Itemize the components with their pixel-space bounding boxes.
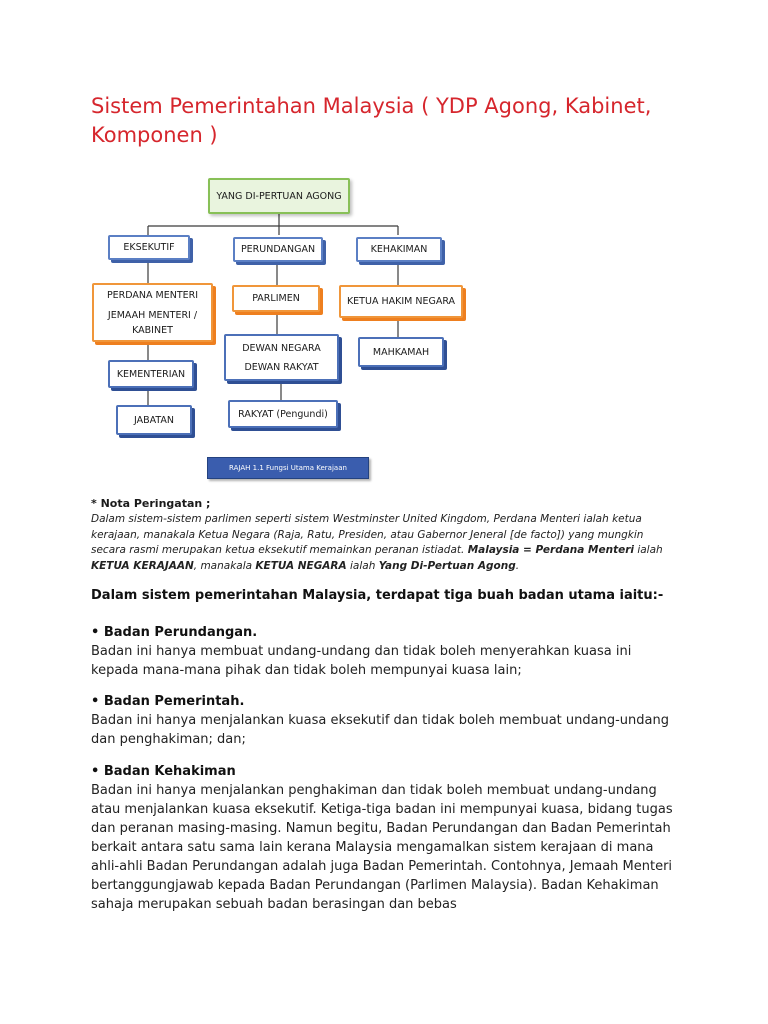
node-perdana-menteri-group bbox=[92, 283, 213, 342]
section-heading: • Badan Perundangan. bbox=[91, 625, 258, 640]
node-ketua-hakim-negara: KETUA HAKIM NEGARA bbox=[339, 285, 463, 318]
section-body: Badan ini hanya membuat undang-undang dan tidak boleh menyerahkan kuasa ini kepada mana-mana pihak dan tidak boleh mempunyai kuasa lain; bbox=[91, 644, 632, 678]
node-jabatan: JABATAN bbox=[116, 405, 192, 435]
node-dewan-rakyat: DEWAN RAKYAT bbox=[244, 361, 319, 373]
section-heading: • Badan Pemerintah. bbox=[91, 694, 245, 709]
node-jemaah-menteri: JEMAAH MENTERI / bbox=[107, 309, 198, 321]
page-title: Sistem Pemerintahan Malaysia ( YDP Agong, Kabinet, Komponen ) bbox=[91, 94, 652, 147]
org-chart bbox=[0, 0, 768, 490]
node-kementerian: KEMENTERIAN bbox=[108, 360, 194, 388]
section-badan-kehakiman bbox=[91, 762, 681, 914]
node-dewan-negara: DEWAN NEGARA bbox=[242, 342, 321, 354]
section-badan-pemerintah bbox=[91, 692, 681, 749]
node-parlimen: PARLIMEN bbox=[232, 285, 320, 312]
note-text: Dalam sistem-sistem parlimen seperti sistem Westminster United Kingdom, Perdana Menteri ialah ketua kerajaan, manakala Ketua Negara (Raja, Ratu, Presiden, atau Gabernor Jeneral [de facto]) yang mungkin secara rasmi merupakan ketua eksekutif memainkan peranan istiadat. Malaysia = Perdana Menteri ialah KETUA KERAJAAN, manakala KETUA NEGARA ialah Yang Di-Pertuan Agong. bbox=[91, 513, 663, 572]
section-badan-perundangan bbox=[91, 623, 681, 680]
section-heading: • Badan Kehakiman bbox=[91, 764, 236, 779]
figure-caption: RAJAH 1.1 Fungsi Utama Kerajaan bbox=[207, 457, 369, 479]
node-dewan-group bbox=[224, 334, 339, 381]
section-body: Badan ini hanya menjalankan kuasa eksekutif dan tidak boleh membuat undang-undang dan penghakiman; dan; bbox=[91, 713, 669, 747]
lead-sentence: Dalam sistem pemerintahan Malaysia, terdapat tiga buah badan utama iaitu:- bbox=[91, 588, 664, 603]
node-yang-di-pertuan-agong: YANG DI-PERTUAN AGONG bbox=[208, 178, 350, 214]
section-body: Badan ini hanya menjalankan penghakiman dan tidak boleh membuat undang-undang atau menjalankan kuasa eksekutif. Ketiga-tiga badan ini mempunyai kuasa, bidang tugas dan peranan masing-masing. Namun begitu, Badan Perundangan dan Badan Pemerintah berkait antara satu sama lain kerana Malaysia mengamalkan sistem kerajaan di mana ahli-ahli Badan Perundangan adalah juga Badan Pemerintah. Contohnya, Jemaah Menteri bertanggungjawab kepada Badan Perundangan (Parlimen Malaysia). Badan Kehakiman sahaja merupakan sebuah badan berasingan dan bebas bbox=[91, 783, 673, 912]
node-perdana-menteri: PERDANA MENTERI bbox=[106, 289, 199, 301]
node-perundangan: PERUNDANGAN bbox=[233, 237, 323, 262]
node-rakyat: RAKYAT (Pengundi) bbox=[228, 400, 338, 428]
node-kehakiman: KEHAKIMAN bbox=[356, 237, 442, 262]
node-kabinet: KABINET bbox=[132, 324, 173, 336]
node-mahkamah: MAHKAMAH bbox=[358, 337, 444, 367]
note-heading: * Nota Peringatan ; bbox=[91, 497, 211, 510]
node-eksekutif: EKSEKUTIF bbox=[108, 235, 190, 260]
